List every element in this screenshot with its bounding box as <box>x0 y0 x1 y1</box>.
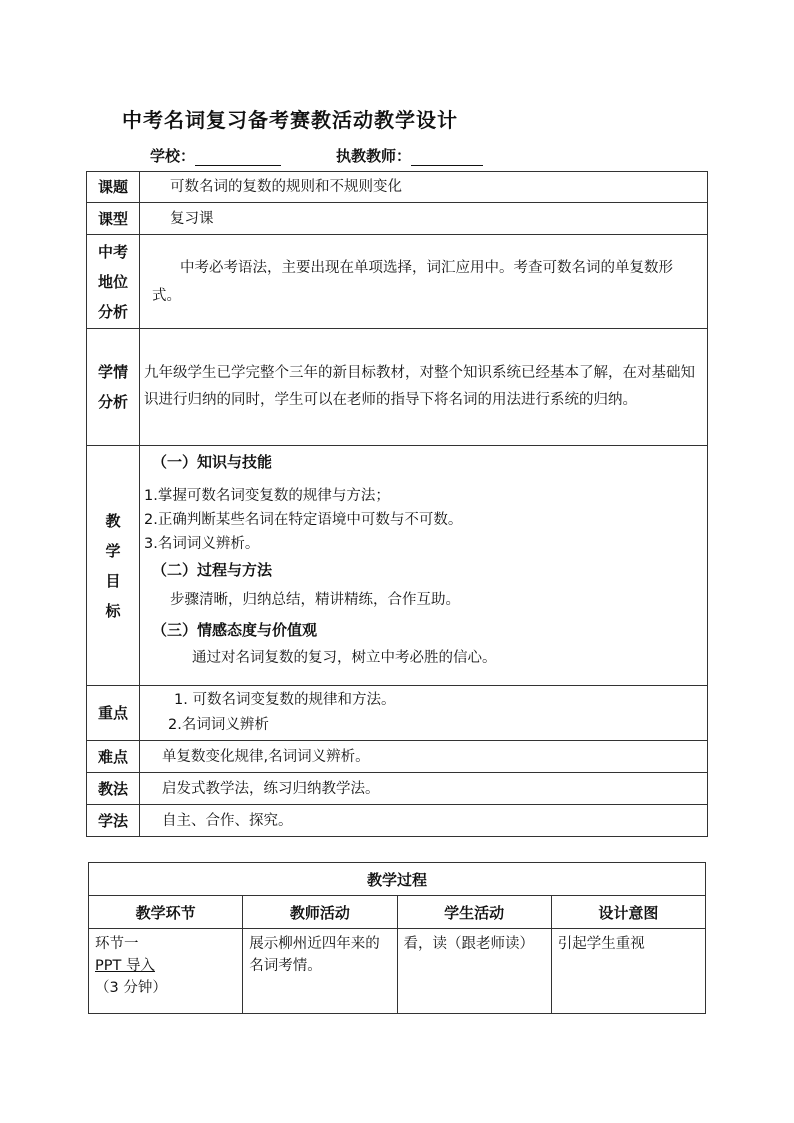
stage-line: PPT 导入 <box>95 958 155 974</box>
goal-label-line: 学 <box>105 541 121 560</box>
learner-row <box>87 329 708 446</box>
process-caption-row <box>89 863 706 896</box>
type-row <box>87 203 708 235</box>
exam-row <box>87 235 708 329</box>
header-design-intent: 设计意图 <box>551 896 705 929</box>
stage-line: 环节一 <box>95 936 139 952</box>
school-blank <box>195 149 281 166</box>
learning-method-value: 自主、合作、探究。 <box>140 805 708 837</box>
process-caption: 教学过程 <box>89 863 706 896</box>
learner-label <box>87 329 140 446</box>
key-label: 重点 <box>87 686 140 741</box>
stage-line: （3 分钟） <box>95 980 167 996</box>
type-label: 课型 <box>87 203 140 235</box>
lesson-info-table <box>86 171 708 837</box>
goal-heading-attitude: （三）情感态度与价值观 <box>152 621 318 639</box>
document-title: 中考名词复习备考赛教活动教学设计 <box>122 108 458 132</box>
goal-item: 3.名词词义辨析。 <box>144 536 260 552</box>
goal-item: 通过对名词复数的复习，树立中考必胜的信心。 <box>192 650 497 666</box>
goal-label-line: 目 <box>105 571 121 590</box>
process-header-row <box>89 896 706 929</box>
goal-label-line: 标 <box>105 601 121 620</box>
stage-cell <box>89 929 243 1014</box>
learner-label-line: 分析 <box>97 393 128 411</box>
goal-label <box>87 446 140 686</box>
learning-method-row <box>87 805 708 837</box>
teacher-activity-cell: 展示柳州近四年来的名词考情。 <box>243 929 397 1014</box>
school-field <box>150 145 281 166</box>
goal-item: 步骤清晰，归纳总结，精讲精练，合作互助。 <box>170 592 460 608</box>
difficulty-row <box>87 741 708 773</box>
design-intent-cell: 引起学生重视 <box>551 929 705 1014</box>
header-teacher-activity: 教师活动 <box>243 896 397 929</box>
exam-value: 中考必考语法，主要出现在单项选择，词汇应用中。考查可数名词的单复数形式。 <box>140 235 708 329</box>
type-value: 复习课 <box>140 203 708 235</box>
topic-value: 可数名词的复数的规则和不规则变化 <box>140 172 708 203</box>
goal-value <box>140 446 708 686</box>
goal-item: 2.正确判断某些名词在特定语境中可数与不可数。 <box>144 512 463 528</box>
teaching-process-table <box>88 862 706 1014</box>
difficulty-label: 难点 <box>87 741 140 773</box>
school-label: 学校： <box>150 147 196 165</box>
teaching-method-value: 启发式教学法，练习归纳教学法。 <box>140 773 708 805</box>
topic-row <box>87 172 708 203</box>
exam-label-line: 中考 <box>97 242 128 261</box>
goal-label-line: 教 <box>105 511 121 530</box>
teacher-blank <box>411 149 483 166</box>
teaching-method-label: 教法 <box>87 773 140 805</box>
goal-item: 1.掌握可数名词变复数的规律与方法； <box>144 488 390 504</box>
goal-heading-process: （二）过程与方法 <box>152 561 273 579</box>
key-value <box>140 686 708 741</box>
learner-value: 九年级学生已学完整个三年的新目标教材，对整个知识系统已经基本了解，在对基础知识进行归纳的同时，学生可以在老师的指导下将名词的用法进行系统的归纳。 <box>140 329 708 446</box>
teacher-label: 执教教师： <box>336 147 412 165</box>
goal-row <box>87 446 708 686</box>
learner-label-line: 学情 <box>97 363 128 381</box>
key-item: 2.名词词义辨析 <box>168 717 269 733</box>
teaching-method-row <box>87 773 708 805</box>
exam-label-line: 分析 <box>97 302 128 321</box>
key-item: 1. 可数名词变复数的规律和方法。 <box>174 692 396 708</box>
student-activity-cell: 看，读（跟老师读） <box>397 929 551 1014</box>
key-row <box>87 686 708 741</box>
header-stage: 教学环节 <box>89 896 243 929</box>
exam-label-line: 地位 <box>97 272 128 291</box>
topic-label: 课题 <box>87 172 140 203</box>
difficulty-value: 单复数变化规律,名词词义辨析。 <box>140 741 708 773</box>
goal-heading-knowledge: （一）知识与技能 <box>152 453 273 471</box>
teacher-field <box>336 145 483 166</box>
learning-method-label: 学法 <box>87 805 140 837</box>
header-student-activity: 学生活动 <box>397 896 551 929</box>
exam-label <box>87 235 140 329</box>
process-row <box>89 929 706 1014</box>
